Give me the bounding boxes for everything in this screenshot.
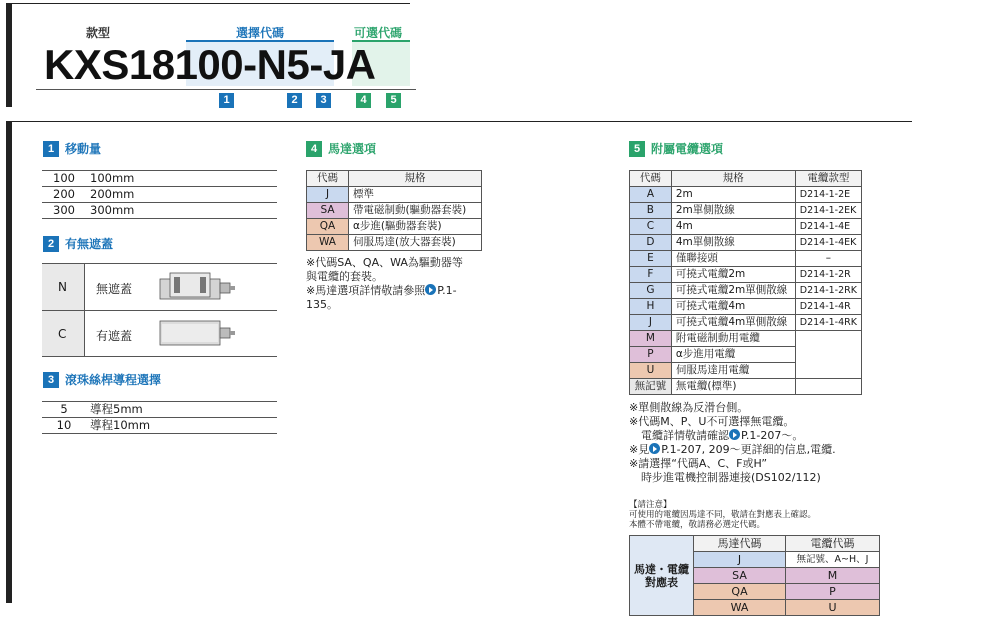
motor-code-cell: J [694,552,786,568]
cable-code-cell: U [786,600,880,616]
label-select-code: 選擇代碼 [236,26,285,40]
code-cell: F [630,267,672,283]
code-cell: H [630,299,672,315]
spec-cell: 2m單側散線 [671,203,795,219]
section-1-heading: 移動量 [65,142,102,156]
page-ref-link[interactable]: P.1- [437,284,457,297]
table-row [630,299,862,315]
left-bar-top [6,3,12,107]
header-code: 代碼 [630,171,672,187]
table-row [42,187,277,203]
stage-with-cover-image [158,316,238,350]
cover-label-n: 無遮蓋 [96,282,133,296]
stage-without-cover-image [158,270,238,304]
value-cell: 100mm [86,171,277,187]
body-top-rule [6,121,912,122]
table-row [307,235,482,251]
table-row [42,171,277,187]
section-5-title [629,140,723,157]
header-top-rule [6,3,410,4]
spec-cell: 伺服馬達(放大器套裝) [349,235,482,251]
page-ref-icon [649,443,660,454]
table-row [42,203,277,219]
cover-code-n: N [58,280,67,294]
spec-cell: 4m單側散線 [671,235,795,251]
table-row [307,219,482,235]
table-row [42,402,277,418]
value-cell: 300mm [86,203,277,219]
model-underline [36,89,416,90]
section-2-title [43,235,113,252]
section-2-number: 2 [43,236,59,252]
section-5-heading: 附屬電纜選項 [651,142,724,156]
table-row [630,251,862,267]
cable-code-cell: P [786,584,880,600]
section-4-heading: 馬達選項 [328,142,377,156]
cable-code-cell: 無記號、A~H、J [786,552,880,568]
code-cell: 200 [42,187,86,203]
section-1-title [43,140,101,157]
spec-cell: 附電磁制動用電纜 [671,331,795,347]
model-optional: JA [322,41,376,88]
code-cell: P [630,347,672,363]
motor-option-table [306,170,482,251]
section-2-heading: 有無遮蓋 [65,237,114,251]
section-4-title [306,140,376,157]
page-ref-icon [425,284,436,295]
cable-note-3: 電纜詳情敬請確認 P.1-207～。 [641,429,804,442]
table-header-row [630,536,880,552]
motor-code-cell: QA [694,584,786,600]
code-cell: U [630,363,672,379]
spec-cell: 無電纜(標準) [671,379,795,395]
table-row [307,187,482,203]
spec-cell: α步進(驅動器套裝) [349,219,482,235]
code-cell: A [630,187,672,203]
code-cell: E [630,251,672,267]
code-cell: B [630,203,672,219]
page-ref-link[interactable]: P.1-207, 209～更詳細的信息,電纜. [661,443,836,456]
code-cell: QA [307,219,349,235]
model-cell-empty [795,331,861,379]
correspondence-label: 馬達・電纜對應表 [630,536,694,616]
code-cell: 5 [42,402,86,418]
marker-3: 3 [316,93,331,108]
motor-code-cell: SA [694,568,786,584]
model-cell: D214-1-4E [795,219,861,235]
model-cell: D214-1-2E [795,187,861,203]
motor-cable-correspondence-table [629,535,880,616]
model-select: 100-N5- [174,41,323,88]
code-cell: M [630,331,672,347]
model-cell: D214-1-2R [795,267,861,283]
section-3-title [43,371,161,388]
code-cell: C [630,219,672,235]
model-cell: D214-1-2RK [795,283,861,299]
table-header-row [307,171,482,187]
caution-box [629,500,889,530]
model-base: KXS18 [44,41,175,88]
header-motor-code: 馬達代碼 [694,536,786,552]
section-4-number: 4 [306,141,322,157]
cable-note-4: ※見 P.1-207, 209～更詳細的信息,電纜. [629,443,836,456]
motor-notes [306,256,506,312]
marker-4: 4 [356,93,371,108]
section-3-heading: 滾珠絲桿導程選擇 [65,373,162,387]
model-cell: D214-1-2EK [795,203,861,219]
motor-note-3: ※馬達選項詳情敬請參照 P.1- [306,284,457,297]
table-header-row [630,171,862,187]
label-optional-code: 可選代碼 [354,26,403,40]
value-cell: 導程5mm [86,402,277,418]
code-cell: 10 [42,418,86,434]
header-cable-model: 電纜款型 [795,171,861,187]
table-row [42,418,277,434]
table-row [630,219,862,235]
model-cell [795,379,861,395]
code-cell: J [307,187,349,203]
code-cell: 300 [42,203,86,219]
value-cell: 導程10mm [86,418,277,434]
motor-note-4: 135。 [306,298,338,311]
cover-divider [42,310,277,311]
code-cell: SA [307,203,349,219]
spec-cell: 標準 [349,187,482,203]
page-ref-icon [729,429,740,440]
section-1-number: 1 [43,141,59,157]
table-row [630,315,862,331]
code-cell: J [630,315,672,331]
spec-cell: 可撓式電纜4m單側散線 [671,315,795,331]
spec-cell: 僅聯接頭 [671,251,795,267]
spec-cell: 可撓式電纜2m單側散線 [671,283,795,299]
cable-note-1: ※單側散線為反滑台側。 [629,401,749,414]
left-bar-body [6,121,12,603]
code-cell: D [630,235,672,251]
label-model: 款型 [86,26,111,40]
model-cell: D214-1-4RK [795,315,861,331]
table-row [630,203,862,219]
code-cell: WA [307,235,349,251]
caution-line-2: 本體不帶電纜，敬請務必選定代碼。 [629,520,766,530]
motor-code-cell: WA [694,600,786,616]
section-5-number: 5 [629,141,645,157]
cable-note-2: ※代碼M、P、U不可選擇無電纜。 [629,415,795,428]
header-code: 代碼 [307,171,349,187]
caution-title: 【請注意】 [629,500,672,510]
table-row [307,203,482,219]
spec-cell: 2m [671,187,795,203]
code-cell: G [630,283,672,299]
code-cell: 無記號 [630,379,672,395]
spec-cell: 可撓式電纜4m [671,299,795,315]
header-spec: 規格 [349,171,482,187]
cover-table [42,263,277,357]
spec-cell: 4m [671,219,795,235]
cable-code-cell: M [786,568,880,584]
header-spec: 規格 [671,171,795,187]
stroke-table [42,170,277,219]
model-cell: D214-1-4EK [795,235,861,251]
spec-cell: 可撓式電纜2m [671,267,795,283]
spec-cell: 伺服馬達用電纜 [671,363,795,379]
table-row [630,379,862,395]
marker-2: 2 [287,93,302,108]
section-3-number: 3 [43,372,59,388]
table-row [630,267,862,283]
cover-code-c: C [58,327,67,341]
motor-note-1: ※代碼SA、QA、WA為驅動器等 [306,256,463,269]
table-row [630,331,862,347]
code-cell: 100 [42,171,86,187]
cable-option-table [629,170,862,395]
lead-table [42,401,277,434]
table-row [630,283,862,299]
model-number [44,41,376,88]
value-cell: 200mm [86,187,277,203]
cover-label-c: 有遮蓋 [96,329,133,343]
page-ref-link[interactable]: P.1-207～。 [741,429,804,442]
table-row [630,187,862,203]
marker-1: 1 [219,93,234,108]
table-row [630,235,862,251]
spec-cell: 帶電磁制動(驅動器套裝) [349,203,482,219]
marker-5: 5 [386,93,401,108]
cable-note-6: 時步進電機控制器連接(DS102/112) [641,471,821,484]
model-cell: D214-1-4R [795,299,861,315]
header-cable-code: 電纜代碼 [786,536,880,552]
caution-line-1: 可使用的電纜因馬達不同，敬請在對應表上確認。 [629,510,817,520]
cable-notes [629,401,919,485]
model-cell: – [795,251,861,267]
motor-note-2: 與電纜的套裝。 [306,270,383,283]
spec-cell: α步進用電纜 [671,347,795,363]
cable-note-5: ※請選擇“代碼A、C、F或H” [629,457,768,470]
